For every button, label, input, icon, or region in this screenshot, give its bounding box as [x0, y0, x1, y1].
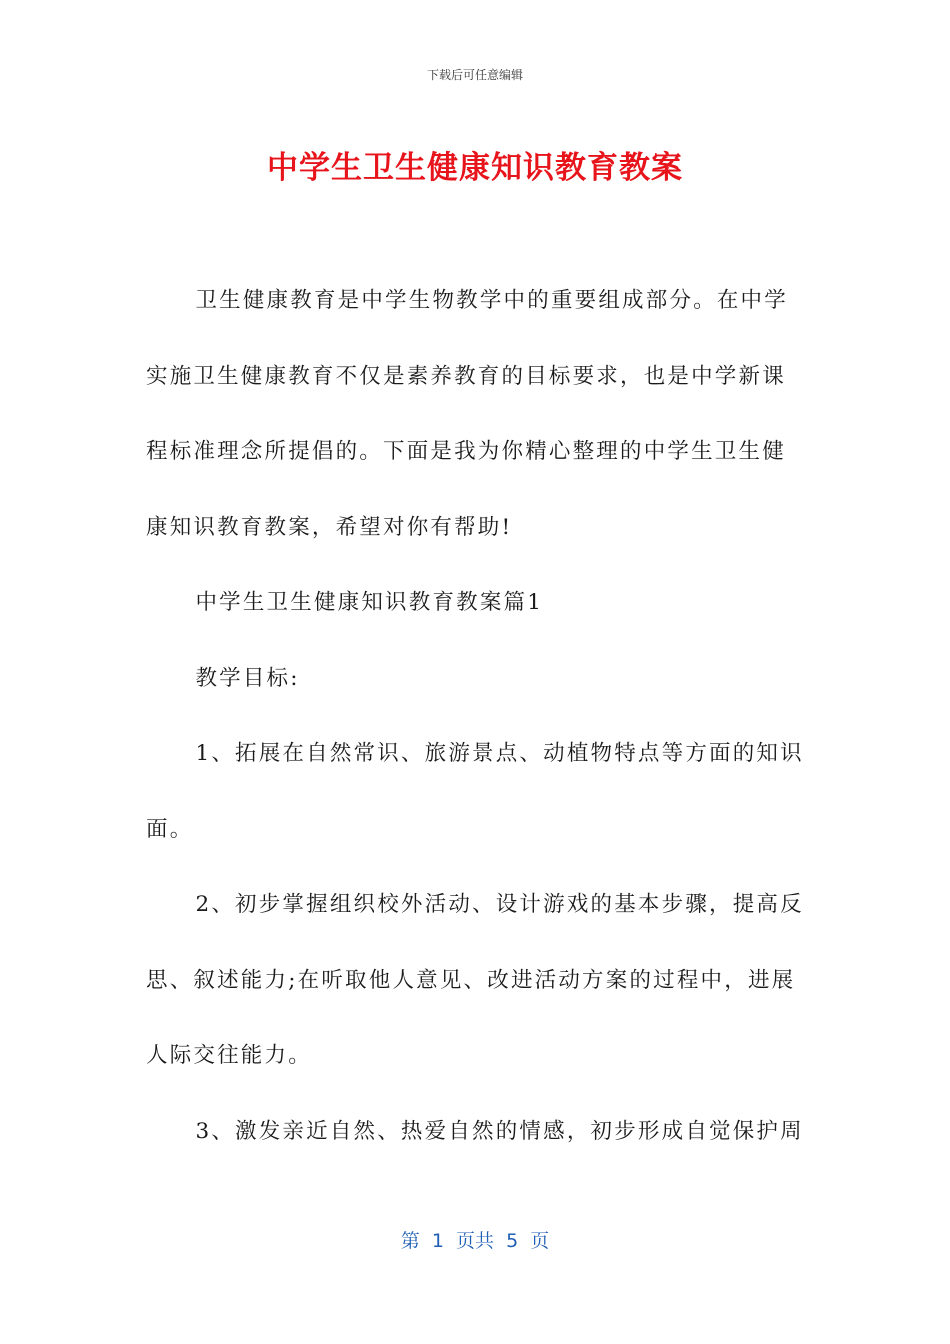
- document-title: 中学生卫生健康知识教育教案: [267, 150, 683, 186]
- document-body: [146, 263, 806, 1169]
- paragraph-goal-1: 1、拓展在自然常识、旅游景点、动植物特点等方面的知识面。: [146, 741, 804, 842]
- paragraph-goals-label: 教学目标:: [195, 665, 300, 691]
- paragraph-goal-2: 2、初步掌握组织校外活动、设计游戏的基本步骤，提高反思、叙述能力;在听取他人意见、改进活动方案的过程中，进展人际交往能力。: [146, 892, 804, 1068]
- paragraph-section-heading: 中学生卫生健康知识教育教案篇1: [195, 590, 544, 615]
- header-note: 下载后可任意编辑: [426, 68, 523, 82]
- page-footer: 第 1 页共 5 页: [400, 1230, 550, 1252]
- paragraph-goal-3: 3、激发亲近自然、热爱自然的情感，初步形成自觉保护周: [195, 1118, 804, 1144]
- paragraph-intro: 卫生健康教育是中学生物教学中的重要组成部分。在中学实施卫生健康教育不仅是素养教育的目标要求，也是中学新课程标准理念所提倡的。下面是我为你精心整理的中学生卫生健康知识教育教案，希望对你有帮助!: [146, 288, 788, 540]
